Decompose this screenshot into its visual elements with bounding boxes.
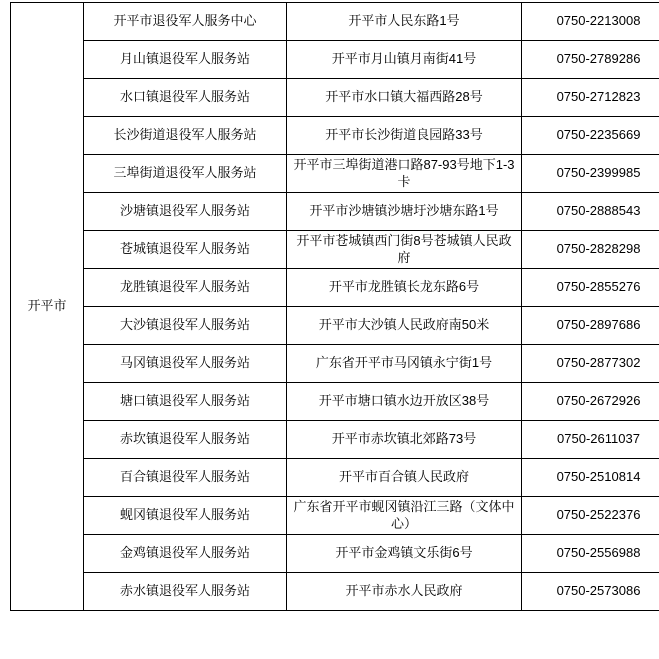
- station-phone-cell: 0750-2712823: [522, 79, 659, 117]
- document-page: [0, 2, 659, 659]
- station-name-cell: 百合镇退役军人服务站: [84, 459, 287, 497]
- station-address-cell: 开平市龙胜镇长龙东路6号: [287, 269, 522, 307]
- table-row: [11, 383, 659, 421]
- station-name-cell: 水口镇退役军人服务站: [84, 79, 287, 117]
- station-phone-cell: 0750-2828298: [522, 231, 659, 269]
- table-row: [11, 231, 659, 269]
- station-name-cell: 长沙街道退役军人服务站: [84, 117, 287, 155]
- station-phone-cell: 0750-2235669: [522, 117, 659, 155]
- table-row: [11, 193, 659, 231]
- station-phone-cell: 0750-2877302: [522, 345, 659, 383]
- service-stations-table: [10, 2, 659, 611]
- station-name-cell: 三埠街道退役军人服务站: [84, 155, 287, 193]
- region-cell: 开平市: [11, 3, 84, 611]
- station-name-cell: 蚬冈镇退役军人服务站: [84, 497, 287, 535]
- station-name-cell: 月山镇退役军人服务站: [84, 41, 287, 79]
- station-name-cell: 大沙镇退役军人服务站: [84, 307, 287, 345]
- station-name-cell: 赤水镇退役军人服务站: [84, 573, 287, 611]
- table-body: [11, 3, 659, 611]
- station-phone-cell: 0750-2888543: [522, 193, 659, 231]
- station-address-cell: 开平市人民东路1号: [287, 3, 522, 41]
- station-address-cell: 开平市沙塘镇沙塘圩沙塘东路1号: [287, 193, 522, 231]
- station-phone-cell: 0750-2510814: [522, 459, 659, 497]
- station-phone-cell: 0750-2855276: [522, 269, 659, 307]
- station-address-cell: 开平市金鸡镇文乐街6号: [287, 535, 522, 573]
- table-row: [11, 535, 659, 573]
- station-name-cell: 金鸡镇退役军人服务站: [84, 535, 287, 573]
- table-row: [11, 117, 659, 155]
- station-phone-cell: 0750-2213008: [522, 3, 659, 41]
- table-row: [11, 155, 659, 193]
- station-phone-cell: 0750-2611037: [522, 421, 659, 459]
- station-name-cell: 开平市退役军人服务中心: [84, 3, 287, 41]
- station-address-cell: 开平市赤水人民政府: [287, 573, 522, 611]
- station-phone-cell: 0750-2672926: [522, 383, 659, 421]
- table-row: [11, 41, 659, 79]
- station-address-cell: 开平市苍城镇西门街8号苍城镇人民政府: [287, 231, 522, 269]
- station-address-cell: 开平市水口镇大福西路28号: [287, 79, 522, 117]
- station-name-cell: 苍城镇退役军人服务站: [84, 231, 287, 269]
- station-name-cell: 塘口镇退役军人服务站: [84, 383, 287, 421]
- station-address-cell: 广东省开平市马冈镇永宁街1号: [287, 345, 522, 383]
- table-row: [11, 421, 659, 459]
- table-row: [11, 3, 659, 41]
- station-phone-cell: 0750-2522376: [522, 497, 659, 535]
- station-address-cell: 开平市月山镇月南街41号: [287, 41, 522, 79]
- table-row: [11, 79, 659, 117]
- table-row: [11, 497, 659, 535]
- station-name-cell: 马冈镇退役军人服务站: [84, 345, 287, 383]
- station-phone-cell: 0750-2789286: [522, 41, 659, 79]
- station-name-cell: 龙胜镇退役军人服务站: [84, 269, 287, 307]
- station-address-cell: 开平市大沙镇人民政府南50米: [287, 307, 522, 345]
- station-phone-cell: 0750-2399985: [522, 155, 659, 193]
- table-row: [11, 573, 659, 611]
- station-phone-cell: 0750-2573086: [522, 573, 659, 611]
- station-name-cell: 沙塘镇退役军人服务站: [84, 193, 287, 231]
- station-phone-cell: 0750-2897686: [522, 307, 659, 345]
- station-address-cell: 开平市长沙街道良园路33号: [287, 117, 522, 155]
- station-address-cell: 开平市赤坎镇北郊路73号: [287, 421, 522, 459]
- table-row: [11, 269, 659, 307]
- station-address-cell: 开平市三埠街道港口路87-93号地下1-3卡: [287, 155, 522, 193]
- station-address-cell: 开平市百合镇人民政府: [287, 459, 522, 497]
- station-address-cell: 广东省开平市蚬冈镇沿江三路（文体中心）: [287, 497, 522, 535]
- station-phone-cell: 0750-2556988: [522, 535, 659, 573]
- station-name-cell: 赤坎镇退役军人服务站: [84, 421, 287, 459]
- table-row: [11, 459, 659, 497]
- table-row: [11, 345, 659, 383]
- table-row: [11, 307, 659, 345]
- station-address-cell: 开平市塘口镇水边开放区38号: [287, 383, 522, 421]
